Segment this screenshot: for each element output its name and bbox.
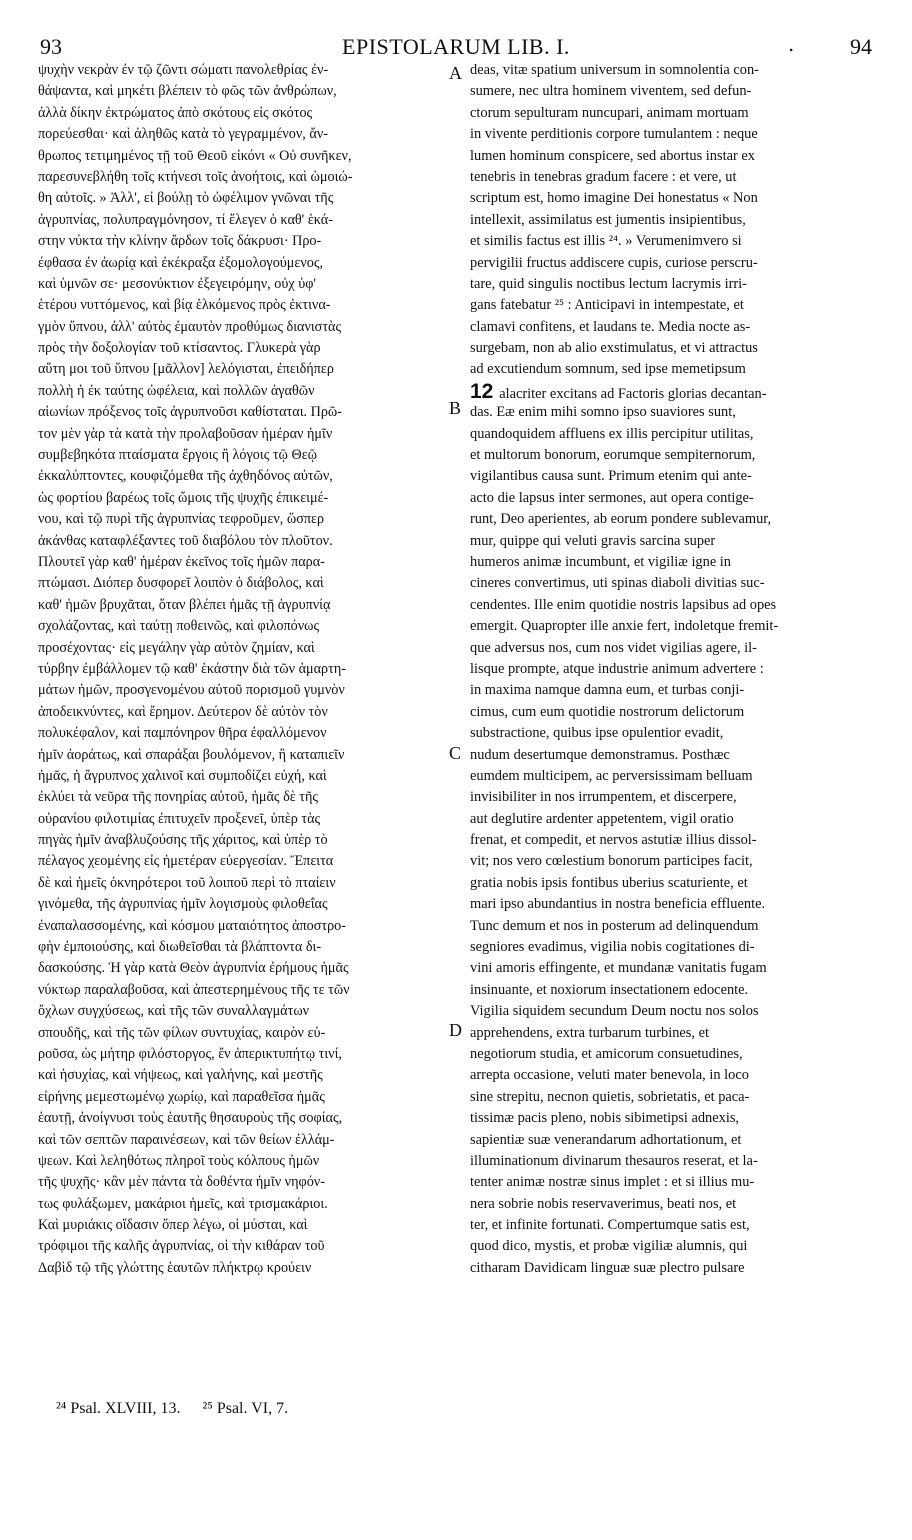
greek-text-line: έφθασα ἐν ἀωρίᾳ καὶ ἐκέκραξα ἐξομολογούμενος, [38, 254, 324, 271]
latin-text-line: quandoquidem affluens ex illis percipitur utilitas, [470, 425, 754, 442]
latin-text-line: negotiorum studia, et amicorum consuetudines, [470, 1045, 743, 1062]
greek-text-line: ἐκλύει τὰ νεῦρα τῆς πονηρίας αὐτοῦ, ἡμᾶς δὲ τῆς [38, 789, 319, 806]
greek-text-line: ἡμᾶς, ἡ ἄγρυπνος χαλινοῖ καὶ συμποδίζει εὐχή, καὶ [38, 767, 327, 784]
margin-marker-a: A [449, 63, 462, 83]
latin-text-line: clamavi confitens, et laudans te. Media nocte as- [470, 318, 751, 335]
latin-text-line: emergit. Quapropter ille anxie fert, indoletque fremit- [470, 618, 779, 635]
latin-text-line: nudum desertumque demonstramus. Posthæc [470, 746, 730, 763]
greek-text-line: αἰωνίων πρόξενος τοῖς ἀγρυπνοῦσι καθίσταται. Πρῶ- [38, 404, 342, 421]
greek-text-line: τως φυλάξωμεν, μακάριοι ἡμεῖς, καὶ τρισμακάριοι. [38, 1195, 328, 1212]
greek-text-line: καὶ ὑμνῶν σε· μεσονύκτιον ἐξεγειρόμην, οὐχ ὑφ' [38, 275, 316, 292]
latin-text-line: das. Eæ enim mihi somno ipso suaviores sunt, [470, 404, 736, 421]
latin-text-line: tissimæ pacis pleno, nobis sibimetipsi adnexis, [470, 1110, 740, 1127]
greek-text-line: ἑαυτῇ, ἀνοίγνυσι τοὺς ἑαυτῆς θησαυροὺς τῆς σοφίας, [38, 1110, 343, 1127]
greek-text-line: ψυχὴν νεκρὰν ἐν τῷ ζῶντι σώματι πανολεθρίας ἐν- [38, 62, 329, 78]
latin-text-line: citharam Davidicam linguæ suæ plectro pulsare [470, 1259, 745, 1276]
greek-text-line: Πλουτεῖ γὰρ καθ' ἡμέραν ἐκεῖνος τοῖς ἡμῶν παρα- [38, 553, 325, 570]
greek-text-line: τύρβην ἐμβάλλομεν τῷ καθ' ἑκάστην διὰ τῶν ἁμαρτη- [38, 660, 346, 677]
footnote-25: ²⁵ Psal. VI, 7. [202, 1400, 289, 1417]
greek-column [38, 60, 456, 1279]
greek-text-line: τον μὲν γὰρ τὰ κατὰ τὴν προλαβοῦσαν ἡμέραν ἡμῖν [38, 425, 333, 442]
latin-text-line: vini amoris effingente, et mundanæ vanitatis fugam [470, 960, 767, 977]
latin-text-line: insinuante, et noxiorum insectationem edocente. [470, 981, 749, 998]
latin-text-line: 12 alacriter excitans ad Factoris glorias decantan- [470, 380, 767, 403]
latin-text-line: cineres convertimus, uti spinas diaboli divitias suc- [470, 575, 765, 592]
latin-text-line: mur, quippe qui veluti gravis sarcina super [470, 532, 716, 549]
latin-text-line: sumere, nec ultra hominem viventem, sed defun- [470, 83, 752, 100]
latin-text-line: deas, vitæ spatium universum in somnolentia con- [470, 62, 759, 78]
latin-text-line: lumen hominum conspicere, sed abortus instar ex [470, 147, 755, 164]
latin-text-line: cimus, cum eum quotidie nostrorum delictorum [470, 703, 745, 720]
column-number: 12 [470, 380, 500, 403]
latin-text-line: substractione, quibus ipse opulentior evadit, [470, 725, 724, 742]
margin-marker-d: D [449, 1020, 462, 1040]
latin-text-line: que adversus nos, cum nos videt vigilias agere, il- [470, 639, 757, 656]
latin-text-line: acto die lapsus inter sermones, aut opera contige- [470, 489, 754, 506]
running-title: EPISTOLARUM LIB. I. [342, 34, 570, 59]
greek-text-line: μάτων ἡμῶν, προσγενομένου αὐτοῦ πορισμοῦ γυμνὸν [38, 682, 345, 699]
greek-text-line: Καὶ μυριάκις οἴδασιν ὅπερ λέγω, οἱ μύσται, καὶ [38, 1217, 308, 1234]
greek-text-line: καὶ τῶν σεπτῶν παραινέσεων, καὶ τῶν θείων ἐλλάμ- [38, 1131, 335, 1148]
greek-text-line: νύκτωρ παραλαβοῦσα, καὶ ἀπεστερημένους τῆς τε τῶν [38, 981, 350, 998]
greek-text-line: γμὸν ὕπνου, ἀλλ' αὐτὸς ἐμαυτὸν προθύμως διανιστὰς [38, 318, 342, 335]
greek-text-line: πολλὴ ἡ ἐκ ταύτης ὠφέλεια, καὶ πολλῶν ἀγαθῶν [38, 382, 315, 399]
greek-text-line: εἰρήνης μεμεστωμένῳ χωρίῳ, καὶ παραθεῖσα ἡμᾶς [38, 1088, 325, 1105]
latin-text-line: mari ipso abundantius in nostra beneficia effluente. [470, 896, 766, 913]
greek-text-line: πολυκέφαλον, καὶ παμπόνηρον θῆρα ἐφαλλόμενον [38, 725, 327, 742]
greek-text-line: παρεσυνεβλήθη τοῖς κτήνεσι τοῖς ἀνοήτοις, καὶ ὡμοιώ- [38, 168, 353, 185]
latin-text-line: Vigilia siquidem secundum Deum noctu nos solos [470, 1003, 759, 1020]
latin-text-line: Tunc demum et nos in posterum ad delinquendum [470, 917, 759, 934]
greek-text-line: οὐρανίου φιλοτιμίας ἐπιτυχεῖν προξενεῖ, ὑπὲρ τὰς [38, 810, 321, 827]
latin-text-line: pervigilii fructus addiscere cupis, curiose perscru- [470, 254, 758, 271]
latin-text-line: sine strepitu, necnon quietis, sobrietatis, et paca- [470, 1088, 750, 1105]
greek-text-line: φὴν ἐμποιούσης, καὶ διωθεῖσθαι τὰ βλάπτοντα δι- [38, 939, 322, 956]
latin-text-line: intellexit, assimilatus est jumentis insipientibus, [470, 211, 746, 228]
latin-text-line: in maxima namque damna eum, et turbas conji- [470, 682, 745, 699]
latin-text-line: lisque prompte, atque industrie animum advertere : [470, 660, 764, 677]
latin-text-line: invisibiliter in nos irrumpentem, et discerpere, [470, 789, 737, 806]
greek-text-line: ἀγρυπνίας, πολυπραγμόνησον, τί ἔλεγεν ὁ καθ' ἑκά- [38, 211, 333, 228]
latin-text-line: runt, Deo aperientes, ab eorum pondere sublevamur, [470, 511, 772, 528]
latin-text-line: scriptum est, homo imagine Dei honestatus « Non [470, 190, 758, 207]
greek-text-line: πέλαγος χεομένης εἰς ἡμετέραν εὐεργεσίαν. Ἔπειτα [38, 853, 334, 870]
greek-text-line: νου, καὶ τῷ πυρὶ τῆς ἀγρυπνίας τεφροῦμεν, ὥσπερ [38, 511, 325, 528]
greek-text-line: δασκούσης. Ἡ γὰρ κατὰ Θεὸν ἀγρυπνία ἐρήμους ἡμᾶς [38, 960, 349, 977]
greek-text-line: ἀκάνθας καταφλέξαντες τοῦ διαβόλου τὸν πλοῦτον. [38, 532, 333, 549]
greek-text-line: σχολάζοντας, καὶ ταύτῃ ποθεινῶς, καὶ φιλοπόνως [38, 618, 320, 635]
greek-text-line: καὶ ἡσυχίας, καὶ νήψεως, καὶ γαλήνης, καὶ μεστῆς [38, 1067, 323, 1084]
greek-text-line: θρωπος τετιμημένος τῇ τοῦ Θεοῦ εἰκόνι « Οὐ συνῆκεν, [38, 147, 352, 164]
greek-text-line: ὄχλων συγχύσεως, καὶ τῆς τῶν συναλλαγμάτων [38, 1003, 310, 1020]
latin-text-line: illuminationum divinarum thesauros reserat, et la- [470, 1152, 758, 1169]
latin-text-line: segniores evadimus, vigilia nobis cogitationes di- [470, 939, 755, 956]
latin-text-line: vit; nos vero cœlestium bonorum participes facit, [470, 853, 753, 870]
latin-text-line: gans fatebatur ²⁵ : Anticipavi in intempestate, et [470, 297, 744, 314]
greek-text-line: δὲ καὶ ἡμεῖς ὀκνηρότεροι τοῦ λοιποῦ περὶ τὸ πταίειν [38, 874, 336, 891]
greek-text-line: Δαβὶδ τῷ τῆς γλώττης ἑαυτῶν πλήκτρῳ κρούειν [38, 1259, 312, 1276]
latin-text-line: gratia nobis ipsis fontibus uberius scaturiente, et [470, 874, 748, 891]
greek-text-line: τρόφιμοι τῆς καλῆς ἀγρυπνίας, οἱ τὴν κιθάραν τοῦ [38, 1238, 325, 1255]
greek-text-line: θη αὐτοῖς. » Ἀλλ', εἰ βούλῃ τὸ ὠφέλιμον γνῶναι τῆς [38, 190, 334, 207]
footnotes [56, 1400, 288, 1418]
greek-text-line: ἡμῖν ἀοράτως, καὶ σπαράξαι βουλόμενον, ἢ καταπιεῖν [38, 746, 345, 763]
greek-text-line: ἑτέρου νυττόμενος, καὶ βίᾳ ἑλκόμενος πρὸς ἐκτινα- [38, 297, 331, 314]
greek-text-line: καθ' ἡμῶν βρυχᾶται, ὅταν βλέπει ἡμᾶς τῇ ἀγρυπνίᾳ [38, 596, 331, 613]
greek-text-line: σπουδῆς, καὶ τῆς τῶν φίλων συντυχίας, καιρὸν εὑ- [38, 1024, 326, 1041]
latin-text-line: et multorum bonorum, eorumque sempiternorum, [470, 447, 756, 464]
greek-text-line: ἀποδεικνύντες, καὶ ἔρημον. Δεύτερον δὲ αὐτὸν τὸν [38, 703, 328, 720]
latin-text-line: cendentes. Ille enim quotidie nostris lapsibus ad opes [470, 596, 777, 613]
latin-text-line: ad excutiendum somnum, sed ipse memetipsum [470, 361, 746, 378]
latin-text-line: surgebam, non ab alio exstimulatus, et vi attractus [470, 340, 758, 357]
page-number-right: 94 [850, 34, 872, 59]
greek-text-line: συμβεβηκότα πταίσματα ἔργοις ἢ λόγοις τῷ Θεῷ [38, 447, 317, 464]
latin-text-line: nera sobrie nobis reservaverimus, beati nos, et [470, 1195, 737, 1212]
greek-text-line: ὡς φορτίου βαρέως τοῖς ὤμοις τῆς ψυχῆς ἐπικειμέ- [38, 489, 329, 506]
page-number-left: 93 [40, 34, 62, 59]
latin-text-line: vigilantibus causa sunt. Primum etenim qui ante- [470, 468, 752, 485]
greek-text-line: θάψαντα, καὶ μηκέτι βλέπειν τὸ φῶς τῶν ἀνθρώπων, [38, 83, 337, 100]
greek-text-line: στην νύκτα τὴν κλίνην ἄρδων τοῖς δάκρυσι· Προ- [38, 233, 322, 250]
latin-text-line: humeros animæ incumbunt, et vigiliæ igne in [470, 553, 732, 570]
latin-text-line: in vivente perditionis corpore tumulantem : neque [470, 126, 758, 143]
latin-text-line: apprehendens, extra turbarum turbines, et [470, 1024, 709, 1041]
greek-text-line: πτώμασι. Διόπερ δυσφορεῖ λοιπὸν ὁ διάβολος, καὶ [38, 575, 324, 592]
latin-text-line: tenter animæ nostræ sinus implet : et si illius mu- [470, 1174, 755, 1191]
greek-text-line: γινόμεθα, τῆς ἀγρυπνίας ἡμῖν λογισμοὺς φιλοθεΐας [38, 896, 328, 913]
greek-text-line: ἐναπαλασσομένης, καὶ κόσμου ματαιότητος ἀποστρο- [38, 917, 346, 934]
greek-text-line: πορεύεσθαι· καὶ ἀληθῶς κατὰ τὸ γεγραμμένον, ἄν- [38, 126, 328, 143]
greek-text-line: πρὸς τὴν δοξολογίαν τοῦ κτίσαντος. Γλυκερὰ γὰρ [38, 340, 321, 357]
header-dot: . [788, 32, 795, 56]
latin-text-line: ter, et infinite fortunati. Compertumque satis est, [470, 1217, 750, 1234]
latin-text-line: tare, quid singulis noctibus lectum lacrymis irri- [470, 275, 747, 292]
footnote-24: ²⁴ Psal. XLVIII, 13. [56, 1400, 181, 1417]
latin-text-line: ctorum sepulturam nuncupari, animam mortuam [470, 104, 749, 121]
latin-text-line: eumdem multicipem, ac perversissimam belluam [470, 767, 753, 784]
greek-text-line: πηγὰς ἡμῖν ἀναβλυζούσης τῆς χάριτος, καὶ ὑπὲρ τὸ [38, 832, 328, 849]
latin-text-line: tenebris in tenebras gradum facere : et vere, ut [470, 168, 737, 185]
latin-text-line: frenat, et compedit, et nervos astutiæ illius dissol- [470, 832, 757, 849]
latin-text-line: et similis factus est illis ²⁴. » Verumenimvero si [470, 233, 742, 250]
latin-column [470, 60, 878, 1279]
greek-text-line: τῆς ψυχῆς· κἂν μὲν πάντα τὰ δοθέντα ἡμῖν νηφόν- [38, 1174, 325, 1191]
greek-text-line: ροῦσα, ὡς μήτηρ φιλόστοργος, ἔν ἀπερικτυπήτῳ τινί, [38, 1045, 342, 1062]
latin-text-line: aut deglutire ardenter appetentem, vigil oratio [470, 810, 734, 827]
greek-text-line: αὕτη μοι τοῦ ὕπνου [μᾶλλον] λελόγισται, ἐπειδήπερ [38, 361, 334, 378]
greek-text-line: ἐκκαλύπτοντες, κουφιζόμεθα τῆς ἀχθηδόνος αὐτῶν, [38, 468, 333, 485]
latin-text-line: quod dico, mystis, et probæ vigiliæ alumnis, qui [470, 1238, 748, 1255]
greek-text-line: προσέχοντας· εἰς μεγάλην γὰρ αὐτὸν ζημίαν, καὶ [38, 639, 315, 656]
greek-text-line: ψεων. Καὶ λεληθότως πληροῖ τοὺς κόλπους ἡμῶν [38, 1152, 320, 1169]
greek-text-line: ἀλλὰ δίκην ἐκτρώματος ἀπὸ σκότους εἰς σκότος [38, 104, 313, 121]
margin-marker-c: C [449, 743, 462, 763]
margin-marker-b: B [449, 398, 462, 418]
latin-text-line: sapientiæ suæ venerandarum adhortationum, et [470, 1131, 742, 1148]
latin-text-line: arrepta occasione, veluti mater benevola, in loco [470, 1067, 749, 1084]
